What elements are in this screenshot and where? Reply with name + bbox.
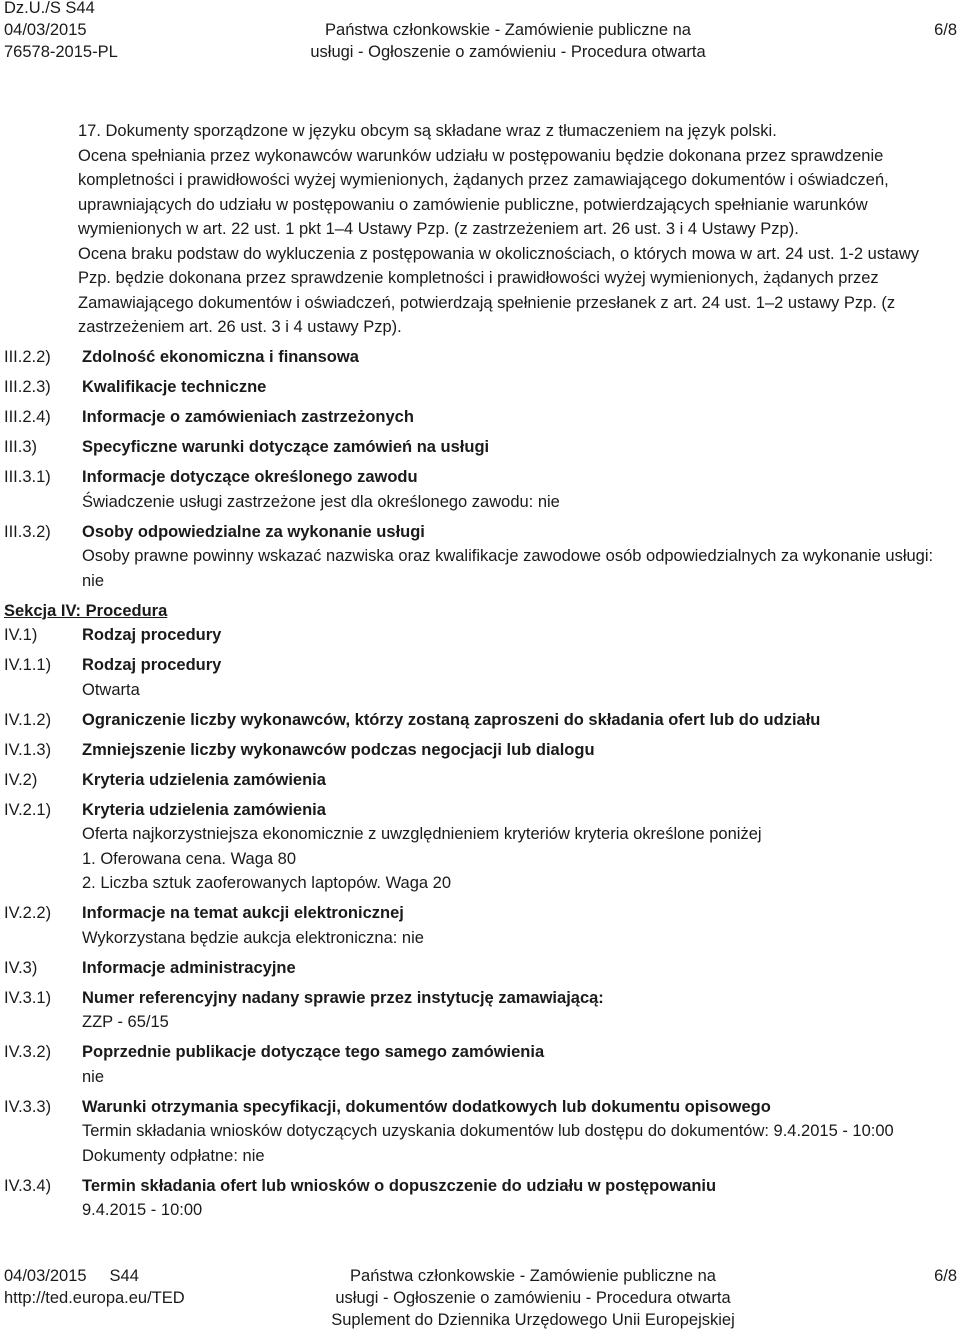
footer-title-line2: usługi - Ogłoszenie o zamówieniu - Procedura otwarta (335, 1289, 731, 1307)
section-item (0, 798, 960, 896)
section-content (82, 1174, 960, 1223)
footer-date: 04/03/2015 (4, 1267, 87, 1285)
section-number: III.3) (4, 438, 38, 456)
section-content (82, 1095, 960, 1169)
section-item (0, 1095, 960, 1169)
footer-meta (4, 1265, 185, 1309)
section-item (0, 623, 960, 648)
section-heading: Numer referencyjny nadany sprawie przez instytucję zamawiającą: (82, 988, 604, 1007)
section-number: IV.3.2) (4, 1043, 52, 1061)
section-content (82, 345, 960, 370)
intro-text (0, 119, 960, 340)
section-content (82, 405, 960, 430)
section-heading: Termin składania ofert lub wniosków o dopuszczenie do udziału w postępowaniu (82, 1176, 717, 1195)
footer-title-line3: Suplement do Dziennika Urzędowego Unii Europejskiej (331, 1311, 735, 1329)
section-number: IV.3.3) (4, 1097, 52, 1116)
section-3-list (0, 345, 960, 599)
section-item (0, 901, 960, 950)
section-content (82, 375, 960, 400)
section-content (82, 435, 960, 460)
section-number: III.2.4) (4, 408, 51, 426)
footer-page: 6/8 (934, 1267, 957, 1285)
section-number: IV.2.2) (4, 904, 52, 922)
section-text: 2. Liczba sztuk zaoferowanych laptopów. Waga 20 (82, 874, 452, 892)
section-content (82, 986, 960, 1035)
section-number: IV.2.1) (4, 800, 52, 819)
header-title-line1: Państwa członkowskie - Zamówienie publiczne na (325, 21, 691, 39)
footer-title (250, 1265, 816, 1331)
section-content (82, 465, 960, 514)
section-text: Termin składania wniosków dotyczących uzyskania dokumentów lub dostępu do dokumentów: 9.4.2015 - 10:00 (82, 1122, 894, 1140)
section-item (0, 653, 960, 702)
section-text: Osoby prawne powinny wskazać nazwiska oraz kwalifikacje zawodowe osób odpowiedzialnych za wykonanie usługi: nie (82, 547, 934, 590)
section-heading: Kwalifikacje techniczne (82, 378, 267, 396)
header-title-line2: usługi - Ogłoszenie o zamówieniu - Procedura otwarta (310, 43, 706, 61)
intro-para1: Ocena spełniania przez wykonawców warunków udziału w postępowaniu będzie dokonana przez sprawdzenie kompletności i prawidłowości wyżej wymienionych, żądanych przez zamawiającego dokumentów i oświadczeń, uprawniających do udziału w postępowaniu o zamówienie publiczne, potwierdzających spełnianie warunków wymienionych w art. 22 ust. 1 pkt 1–4 Ustawy Pzp. (z zastrzeżeniem art. 26 ust. 3 i 4 Ustawy Pzp). (78, 146, 889, 238)
section-number: IV.1.1) (4, 656, 52, 674)
section-4-title: Sekcja IV: Procedura (4, 601, 168, 620)
section-text: Otwarta (82, 680, 140, 699)
section-heading: Rodzaj procedury (82, 656, 222, 674)
section-number: IV.3) (4, 958, 38, 977)
section-number: IV.3.1) (4, 988, 52, 1007)
section-content (82, 798, 960, 896)
section-number: IV.3.4) (4, 1176, 52, 1195)
section-text: Oferta najkorzystniejsza ekonomicznie z uwzględnieniem kryteriów kryteria określone poniżej (82, 825, 762, 843)
section-item (0, 956, 960, 981)
section-content (82, 768, 960, 793)
section-number: IV.2) (4, 770, 38, 789)
section-number: III.2.3) (4, 378, 51, 396)
section-content (82, 653, 960, 702)
section-heading: Poprzednie publikacje dotyczące tego samego zamówienia (82, 1043, 545, 1061)
section-item (0, 1040, 960, 1089)
header-meta (4, 0, 118, 63)
section-content (82, 708, 960, 733)
section-text: Wykorzystana będzie aukcja elektroniczna: nie (82, 928, 424, 947)
document-body (0, 119, 960, 1228)
section-text: nie (82, 1067, 105, 1086)
section-heading: Kryteria udzielenia zamówienia (82, 800, 326, 819)
section-number: IV.1.3) (4, 740, 52, 759)
header-date: 04/03/2015 (4, 21, 87, 39)
section-item (0, 768, 960, 793)
section-heading: Specyficzne warunki dotyczące zamówień na usługi (82, 438, 490, 456)
section-item (0, 405, 960, 430)
footer-url[interactable]: http://ted.europa.eu/TED (4, 1289, 185, 1307)
section-heading: Informacje o zamówieniach zastrzeżonych (82, 408, 414, 426)
section-item (0, 465, 960, 514)
intro-para2: Ocena braku podstaw do wykluczenia z postępowania w okolicznościach, o których mowa w art. 24 ust. 1-2 ustawy Pzp. będzie dokonana przez sprawdzenie kompletności i prawidłowości wyżej wymienionych, żądanych przez Zamawiającego dokumentów i oświadczeń, potwierdzają spełnienie przesłanek z art. 24 ust. 1–2 ustawy Pzp. (z zastrzeżeniem art. 26 ust. 3 i 4 ustawy Pzp). (78, 244, 919, 336)
section-heading: Informacje dotyczące określonego zawodu (82, 468, 418, 486)
section-item (0, 738, 960, 763)
section-text: Świadczenie usługi zastrzeżone jest dla określonego zawodu: nie (82, 492, 560, 511)
header-page: 6/8 (934, 21, 957, 39)
footer-title-line1: Państwa członkowskie - Zamówienie publiczne na (350, 1267, 716, 1285)
section-item (0, 986, 960, 1035)
section-number: III.3.2) (4, 522, 51, 541)
section-heading: Warunki otrzymania specyfikacji, dokumentów dodatkowych lub dokumentu opisowego (82, 1097, 771, 1116)
section-heading: Kryteria udzielenia zamówienia (82, 770, 326, 789)
section-item (0, 375, 960, 400)
header-journal: Dz.U./S S44 (4, 0, 95, 17)
section-heading: Zdolność ekonomiczna i finansowa (82, 348, 359, 366)
section-content (82, 956, 960, 981)
section-number: III.2.2) (4, 348, 51, 366)
section-text: 1. Oferowana cena. Waga 80 (82, 849, 297, 868)
section-item (0, 520, 960, 594)
section-heading: Osoby odpowiedzialne za wykonanie usługi (82, 522, 425, 541)
section-item (0, 1174, 960, 1223)
section-number: III.3.1) (4, 468, 51, 486)
section-content (82, 520, 960, 594)
section-text: 9.4.2015 - 10:00 (82, 1201, 203, 1219)
section-item (0, 435, 960, 460)
section-text: ZZP - 65/15 (82, 1013, 169, 1031)
section-item (0, 345, 960, 370)
section-heading: Ograniczenie liczby wykonawców, którzy zostaną zaproszeni do składania ofert lub do udziału (82, 710, 821, 729)
section-number: IV.1.2) (4, 710, 52, 729)
section-number: IV.1) (4, 626, 38, 644)
section-4-list (0, 623, 960, 1228)
section-content (82, 623, 960, 648)
section-content (82, 738, 960, 763)
header-title (250, 19, 766, 63)
section-item (0, 708, 960, 733)
section-heading: Rodzaj procedury (82, 626, 222, 644)
section-text: Dokumenty odpłatne: nie (82, 1146, 265, 1165)
section-heading: Informacje administracyjne (82, 958, 296, 977)
section-content (82, 1040, 960, 1089)
section-heading: Zmniejszenie liczby wykonawców podczas negocjacji lub dialogu (82, 740, 595, 759)
section-content (82, 901, 960, 950)
header-ref: 76578-2015-PL (4, 43, 118, 61)
footer-issue: S44 (109, 1267, 139, 1285)
section-heading: Informacje na temat aukcji elektronicznej (82, 904, 404, 922)
intro-line1: 17. Dokumenty sporządzone w języku obcym są składane wraz z tłumaczeniem na język polski. (78, 122, 777, 140)
